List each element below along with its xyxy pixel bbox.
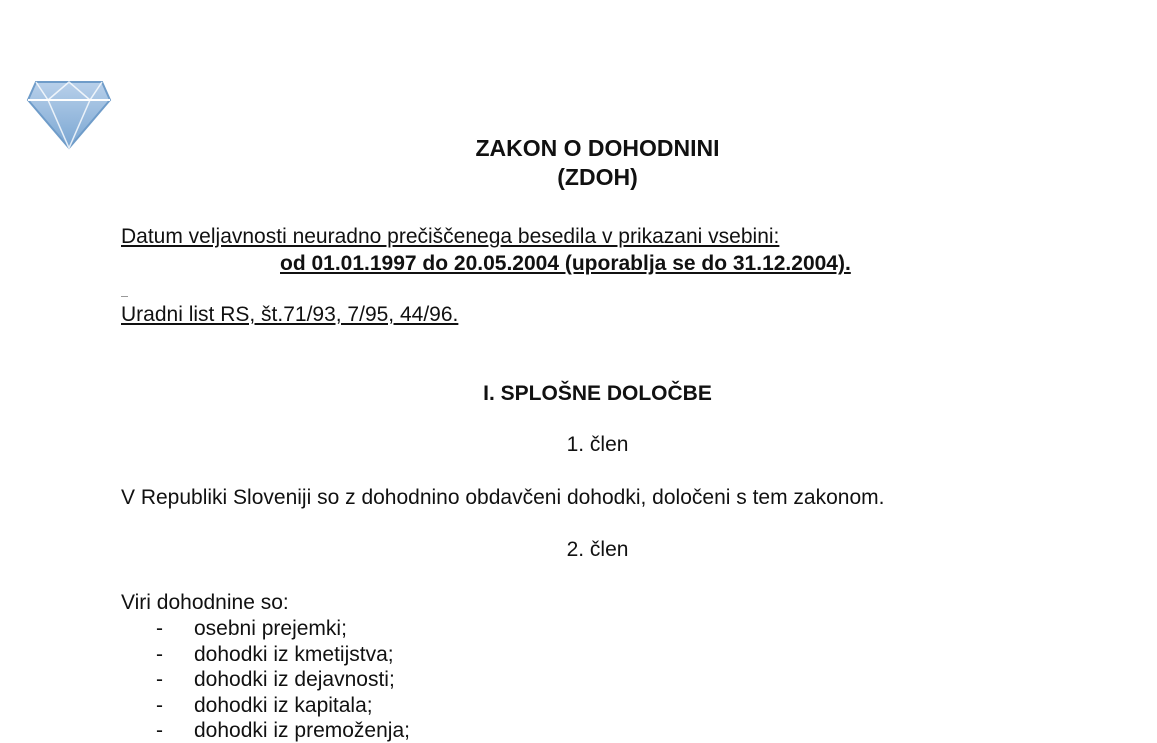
small-mark bbox=[121, 296, 128, 297]
list-item-text: dohodki iz dejavnosti; bbox=[194, 668, 395, 691]
list-item bbox=[121, 642, 410, 668]
article-2-label: 2. člen bbox=[566, 538, 629, 561]
list-item bbox=[121, 667, 410, 693]
title-line-1: ZAKON O DOHODNINI bbox=[475, 135, 720, 161]
article-1-label: 1. člen bbox=[566, 433, 629, 456]
validity-label: Datum veljavnosti neuradno prečiščenega besedila v prikazani vsebini: bbox=[121, 225, 780, 248]
list-item-text: dohodki iz kapitala; bbox=[194, 693, 373, 717]
list-bullet: - bbox=[156, 617, 163, 640]
list-item-text: osebni prejemki; bbox=[194, 617, 347, 640]
list-item-text: dohodki iz premoženja; bbox=[194, 719, 410, 742]
section-heading: I. SPLOŠNE DOLOČBE bbox=[483, 382, 712, 405]
document-title bbox=[0, 134, 1157, 192]
list-bullet: - bbox=[156, 668, 163, 691]
article-1-text: V Republiki Sloveniji so z dohodnino obdavčeni dohodki, določeni s tem zakonom. bbox=[121, 486, 885, 509]
validity-dates: od 01.01.1997 do 20.05.2004 (uporablja se do 31.12.2004). bbox=[280, 252, 851, 275]
list-bullet: - bbox=[156, 693, 163, 717]
article-2-text: Viri dohodnine so: bbox=[121, 591, 289, 614]
list-item bbox=[121, 616, 410, 642]
list-item bbox=[121, 693, 410, 719]
gazette-reference[interactable]: Uradni list RS, št.71/93, 7/95, 44/96. bbox=[121, 303, 459, 326]
list-item bbox=[121, 718, 410, 743]
income-sources-list bbox=[121, 616, 410, 743]
list-item-text: dohodki iz kmetijstva; bbox=[194, 642, 394, 666]
list-bullet: - bbox=[156, 719, 163, 742]
list-bullet: - bbox=[156, 642, 163, 666]
title-line-2: (ZDOH) bbox=[557, 164, 638, 190]
